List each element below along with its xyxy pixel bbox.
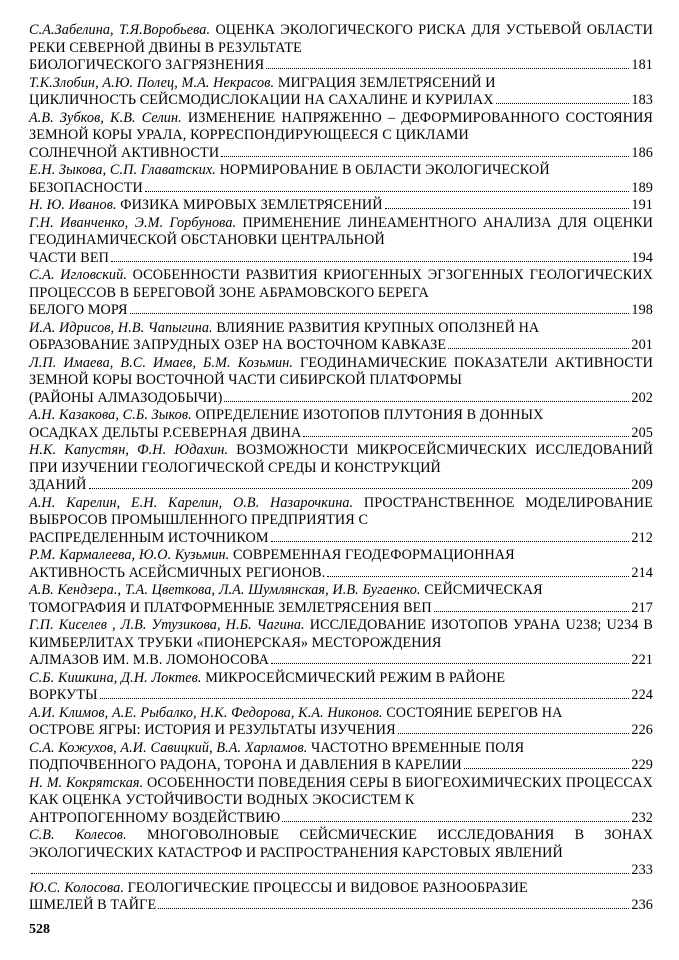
dot-leader: [145, 191, 630, 192]
toc-entry-leader-line: [29, 390, 653, 408]
toc-entry-page: 212: [631, 529, 653, 546]
toc-entry-page: 194: [631, 249, 653, 266]
toc-entry-leader-line: [29, 652, 653, 670]
toc-entry-head: [29, 75, 653, 93]
toc-entry-page: 201: [631, 337, 653, 353]
toc-entry-authors: Н. Ю. Иванов.: [29, 197, 117, 213]
toc-entry-head: [29, 740, 653, 758]
toc-entry-title-end: БИОЛОГИЧЕСКОГО ЗАГРЯЗНЕНИЯ: [29, 57, 265, 73]
toc-entry-authors: Г.Н. Иванченко, Э.М. Горбунова.: [29, 214, 237, 231]
toc-entry-title-end: ФИЗИКА МИРОВЫХ ЗЕМЛЕТРЯСЕНИЙ: [120, 197, 383, 213]
dot-leader: [303, 436, 629, 437]
toc-entry-title-end: АКТИВНОСТЬ АСЕЙСМИЧНЫХ РЕГИОНОВ.: [29, 564, 326, 581]
toc-entry-title-end: ЧАСТИ ВЕП: [29, 249, 109, 266]
toc-entry-title-end: ЦИКЛИЧНОСТЬ СЕЙСМОДИСЛОКАЦИИ НА САХАЛИНЕ И КУРИЛАХ: [29, 92, 494, 108]
toc-entry-head: [29, 705, 653, 723]
toc-entry-page: 183: [631, 92, 653, 108]
toc-entry-page: 202: [631, 389, 653, 406]
dot-leader: [266, 68, 629, 69]
toc-entry-page: 181: [631, 57, 653, 73]
toc-entry-leader-line: [29, 180, 653, 198]
toc-entry-leader-line: [29, 600, 653, 618]
toc-entry: [29, 442, 653, 495]
dot-leader: [130, 313, 630, 314]
toc-entry-title: ОСОБЕННОСТИ ПОВЕДЕНИЯ СЕРЫ В БИОГЕОХИМИЧЕСКИХ ПРОЦЕССАХ КАК ОЦЕНКА УСТОЙЧИВОСТИ ВОДНЫХ ЭКОСИСТЕМ К: [29, 774, 653, 808]
toc-entry-authors: Г.П. Киселев , Л.В. Утузикова, Н.Б. Чагина.: [29, 617, 305, 633]
toc-entry-page: 217: [631, 599, 653, 616]
toc-entry-head: [29, 215, 653, 250]
toc-entry-title: МИКРОСЕЙСМИЧЕСКИЙ РЕЖИМ В РАЙОНЕ: [205, 669, 506, 686]
toc-entry-title-end: ТОМОГРАФИЯ И ПЛАТФОРМЕННЫЕ ЗЕМЛЕТРЯСЕНИЯ ВЕП: [29, 599, 432, 616]
toc-entry: [29, 617, 653, 670]
toc-entry-title: СОВРЕМЕННАЯ ГЕОДЕФОРМАЦИОННАЯ: [232, 547, 515, 563]
toc-entry-head: [29, 442, 653, 477]
toc-entry-title-end: ШМЕЛЕЙ В ТАЙГЕ: [29, 897, 157, 913]
toc-entry-leader-line: [29, 477, 653, 495]
toc-entry-head: [29, 162, 653, 180]
toc-entry-page: 232: [631, 809, 653, 826]
toc-entry-page: 229: [631, 757, 653, 773]
toc-entry-page: 233: [631, 862, 653, 878]
toc-entry-head: [29, 267, 653, 302]
dot-leader: [271, 663, 629, 664]
toc-entry-page: 214: [631, 564, 653, 581]
toc-entry-title-end: РАСПРЕДЕЛЕННЫМ ИСТОЧНИКОМ: [29, 529, 269, 546]
toc-entry: [29, 670, 653, 705]
toc-entry-authors: С.А. Игловский.: [29, 267, 127, 283]
toc-entry-title-end: БЕЗОПАСНОСТИ: [29, 179, 143, 196]
toc-entry-page: 221: [631, 652, 653, 668]
toc-entry: [29, 547, 653, 582]
toc-entry-title-end: АЛМАЗОВ ИМ. М.В. ЛОМОНОСОВА: [29, 652, 270, 668]
toc-entry-title: ПРОСТРАНСТВЕННОЕ МОДЕЛИРОВАНИЕ ВЫБРОСОВ ПРОМЫШЛЕННОГО ПРЕДПРИЯТИЯ С: [29, 494, 653, 528]
toc-entry-title-end: СОЛНЕЧНОЙ АКТИВНОСТИ: [29, 144, 220, 161]
toc-entry-title: МИГРАЦИЯ ЗЕМЛЕТРЯСЕНИЙ И: [277, 74, 496, 91]
dot-leader: [224, 401, 629, 402]
toc-entry-authors: А.Н. Карелин, Е.Н. Карелин, О.В. Назарочкина.: [29, 494, 354, 511]
toc-entry-head: [29, 827, 653, 862]
toc-entry-authors: Н. М. Кокрятская.: [29, 774, 144, 791]
toc-entry-title-end: ОБРАЗОВАНИЕ ЗАПРУДНЫХ ОЗЕР НА ВОСТОЧНОМ КАВКАЗЕ: [29, 337, 447, 353]
toc-entry-title: ЧАСТОТНО ВРЕМЕННЫЕ ПОЛЯ: [311, 739, 525, 756]
toc-entry-title: ИССЛЕДОВАНИЕ ИЗОТОПОВ УРАНА U238; U234 В КИМБЕРЛИТАХ ТРУБКИ «ПИОНЕРСКАЯ» МЕСТОРОЖДЕНИЯ: [29, 617, 653, 651]
toc-entry-page: 226: [631, 722, 653, 738]
toc-entry-authors: А.Н. Казакова, С.Б. Зыков.: [29, 407, 192, 423]
toc-entry-head: [29, 582, 653, 600]
toc-entry-title: ОСОБЕННОСТИ РАЗВИТИЯ КРИОГЕННЫХ ЭГЗОГЕННЫХ ГЕОЛОГИЧЕСКИХ ПРОЦЕССОВ В БЕРЕГОВОЙ ЗОНЕ АБРАМОВСКОГО БЕРЕГА: [29, 267, 653, 301]
toc-entry-title: ПРИМЕНЕНИЕ ЛИНЕАМЕНТНОГО АНАЛИЗА ДЛЯ ОЦЕНКИ ГЕОДИНАМИЧЕСКОЙ ОБСТАНОВКИ ЦЕНТРАЛЬНОЙ: [29, 214, 653, 248]
toc-entry: [29, 110, 653, 163]
toc-entry-head: [29, 617, 653, 652]
toc-entry-leader-line: [29, 302, 653, 320]
toc-entry-authors: Р.М. Кармалеева, Ю.О. Кузьмин.: [29, 547, 230, 563]
dot-leader: [282, 821, 629, 822]
toc-entry-page: 209: [631, 477, 653, 493]
toc-entry: [29, 320, 653, 355]
toc-entry-leader-line: [29, 810, 653, 828]
toc-entry-authors: И.А. Идрисов, Н.В. Чапыгина.: [29, 319, 213, 336]
toc-entry: [29, 197, 653, 215]
toc-entry-head: [29, 110, 653, 145]
toc-entry-page: 224: [631, 687, 653, 703]
toc-entry-page: 198: [631, 302, 653, 318]
toc-entry-authors: С.В. Колесов.: [29, 827, 127, 843]
dot-leader: [271, 541, 630, 542]
toc-entry-title: ВЛИЯНИЕ РАЗВИТИЯ КРУПНЫХ ОПОЛЗНЕЙ НА: [216, 319, 540, 336]
toc-entry-authors: С.А. Кожухов, А.И. Савицкий, В.А. Харламов.: [29, 739, 308, 756]
dot-leader: [111, 261, 629, 262]
toc-entry-title-end: ПОДПОЧВЕННОГО РАДОНА, ТОРОНА И ДАВЛЕНИЯ В КАРЕЛИИ: [29, 757, 462, 773]
toc-entry-head: [29, 775, 653, 810]
toc-entry: [29, 705, 653, 740]
toc-entry-leader-line: [29, 757, 653, 775]
dot-leader: [434, 611, 630, 612]
toc-entry: [29, 162, 653, 197]
toc-entry-page: 236: [631, 897, 653, 913]
toc-entry: [29, 22, 653, 75]
toc-entry-title: СОСТОЯНИЕ БЕРЕГОВ НА: [386, 704, 563, 721]
toc-entry-title: ГЕОЛОГИЧЕСКИЕ ПРОЦЕССЫ И ВИДОВОЕ РАЗНООБРАЗИЕ: [127, 879, 528, 896]
toc-entry-title: ИЗМЕНЕНИЕ НАПРЯЖЕННО – ДЕФОРМИРОВАННОГО СОСТОЯНИЯ ЗЕМНОЙ КОРЫ УРАЛА, КОРРЕСПОНДИРУЮЩЕЕСЯ С ЦИКЛАМИ: [29, 109, 653, 143]
toc-entry-title: ОПРЕДЕЛЕНИЕ ИЗОТОПОВ ПЛУТОНИЯ В ДОННЫХ: [195, 407, 544, 423]
toc-entry-leader-line: [29, 687, 653, 705]
dot-leader: [327, 576, 629, 577]
toc-entry-title-end: ОСАДКАХ ДЕЛЬТЫ Р.СЕВЕРНАЯ ДВИНА: [29, 424, 302, 441]
toc-entry-authors: Ю.С. Колосова.: [29, 879, 124, 896]
toc-entry: [29, 582, 653, 617]
toc-entry-leader-line: [29, 897, 653, 915]
toc-entry-leader-line: [29, 862, 653, 880]
toc-entry-leader-line: [29, 722, 653, 740]
toc-entry-head: [29, 547, 653, 565]
toc-entry-leader-line: [29, 250, 653, 268]
toc-entry-title: ГЕОДИНАМИЧЕСКИЕ ПОКАЗАТЕЛИ АКТИВНОСТИ ЗЕМНОЙ КОРЫ ВОСТОЧНОЙ ЧАСТИ СИБИРСКОЙ ПЛАТФОРМЫ: [29, 354, 653, 388]
dot-leader: [158, 908, 629, 909]
toc-entry: [29, 495, 653, 548]
toc-entry-page: 205: [631, 424, 653, 441]
toc-entry-authors: Е.Н. Зыкова, С.П. Главатских.: [29, 162, 216, 178]
toc-entry-head: [29, 22, 653, 57]
toc-entry-head: [29, 407, 653, 425]
toc-entry-title-end: ОСТРОВЕ ЯГРЫ: ИСТОРИЯ И РЕЗУЛЬТАТЫ ИЗУЧЕНИЯ: [29, 722, 396, 738]
toc-entry-authors: Н.К. Капустян, Ф.Н. Юдахин.: [29, 442, 229, 458]
toc-entry-page: 186: [631, 144, 653, 161]
dot-leader: [496, 103, 630, 104]
toc-entry-authors: Т.К.Злобин, А.Ю. Полец, М.А. Некрасов.: [29, 74, 275, 91]
toc-entry-head: [29, 495, 653, 530]
toc-entry-title: МНОГОВОЛНОВЫЕ СЕЙСМИЧЕСКИЕ ИССЛЕДОВАНИЯ В ЗОНАХ ЭКОЛОГИЧЕСКИХ КАТАСТРОФ И РАСПРОСТРАНЕНИЯ КАРСТОВЫХ ЯВЛЕНИЙ: [29, 827, 653, 861]
toc-entry-page: 191: [631, 197, 653, 213]
dot-leader: [398, 733, 630, 734]
toc-entry-leader-line: [29, 565, 653, 583]
toc-entry: [29, 215, 653, 268]
toc-entry-authors: А.И. Климов, А.Е. Рыбалко, Н.К. Федорова, К.А. Никонов.: [29, 704, 383, 721]
dot-leader: [100, 698, 630, 699]
toc-entry: [29, 355, 653, 408]
toc-entry-authors: Л.П. Имаева, В.С. Имаев, Б.М. Козьмин.: [29, 354, 294, 371]
dot-leader: [31, 873, 629, 874]
dot-leader: [89, 488, 630, 489]
toc-entry: [29, 75, 653, 110]
toc-entry-authors: А.В. Зубков, К.В. Селин.: [29, 109, 182, 126]
dot-leader: [221, 156, 629, 157]
toc-entry-title-end: ВОРКУТЫ: [29, 687, 98, 703]
toc-entry-leader-line: [29, 145, 653, 163]
dot-leader: [464, 768, 630, 769]
toc-entry: [29, 267, 653, 320]
toc-entry-title: ВОЗМОЖНОСТИ МИКРОСЕЙСМИЧЕСКИХ ИССЛЕДОВАНИЙ ПРИ ИЗУЧЕНИИ ГЕОЛОГИЧЕСКОЙ СРЕДЫ И КОНСТРУКЦИЙ: [29, 442, 653, 476]
dot-leader: [385, 208, 630, 209]
toc-entry-authors: С.Б. Кишкина, Д.Н. Локтев.: [29, 669, 202, 686]
toc-entry-head: [29, 880, 653, 898]
toc-entry-authors: С.А.Забелина, Т.Я.Воробьева.: [29, 22, 211, 38]
toc-entry-leader-line: [29, 425, 653, 443]
toc-entry-leader-line: [29, 530, 653, 548]
toc-entry-title-end: АНТРОПОГЕННОМУ ВОЗДЕЙСТВИЮ: [29, 809, 281, 826]
toc-entry-title-end: БЕЛОГО МОРЯ: [29, 302, 128, 318]
toc-entry-leader-line: [29, 337, 653, 355]
toc-entry: [29, 740, 653, 775]
toc-entry-authors: А.В. Кендзера., Т.А. Цветкова, Л.А. Шумлянская, И.В. Бугаенко.: [29, 582, 421, 598]
toc-entry-title: НОРМИРОВАНИЕ В ОБЛАСТИ ЭКОЛОГИЧЕСКОЙ: [219, 162, 550, 178]
toc-entry-title: ОЦЕНКА ЭКОЛОГИЧЕСКОГО РИСКА ДЛЯ УСТЬЕВОЙ ОБЛАСТИ РЕКИ СЕВЕРНОЙ ДВИНЫ В РЕЗУЛЬТАТЕ: [29, 22, 653, 56]
table-of-contents: [29, 22, 653, 915]
toc-entry: [29, 827, 653, 880]
toc-entry-leader-line: [29, 197, 653, 215]
toc-entry-head: [29, 355, 653, 390]
toc-entry-head: [29, 670, 653, 688]
toc-entry-leader-line: [29, 57, 653, 75]
toc-entry-title-end: ЗДАНИЙ: [29, 477, 87, 493]
dot-leader: [448, 348, 629, 349]
toc-entry: [29, 407, 653, 442]
toc-entry-title-end: (РАЙОНЫ АЛМАЗОДОБЫЧИ): [29, 389, 223, 406]
toc-entry-page: 189: [631, 179, 653, 196]
toc-entry-head: [29, 320, 653, 338]
toc-entry-leader-line: [29, 92, 653, 110]
toc-entry: [29, 880, 653, 915]
toc-entry: [29, 775, 653, 828]
page-number: 528: [29, 922, 50, 937]
toc-entry-title: СЕЙСМИЧЕСКАЯ: [424, 582, 543, 598]
